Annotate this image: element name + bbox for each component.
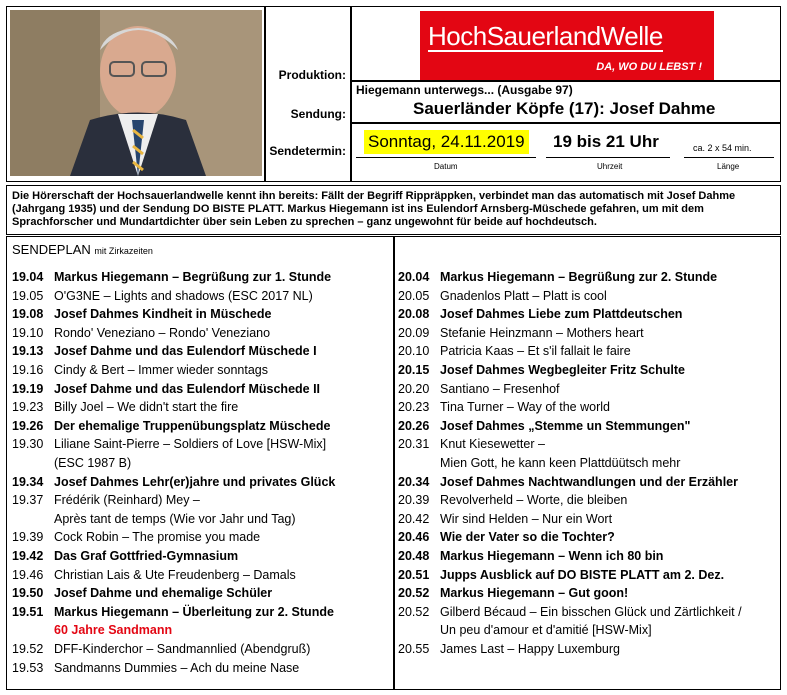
station-logo bbox=[420, 11, 714, 80]
schedule-time: 19.42 bbox=[12, 549, 44, 563]
sendung-subtitle: Hiegemann unterwegs... (Ausgabe 97) bbox=[356, 83, 573, 97]
schedule-item: Christian Lais & Ute Freudenberg – Damals bbox=[54, 567, 296, 582]
header-divider bbox=[350, 6, 352, 182]
schedule-item: Markus Hiegemann – Begrüßung zur 2. Stunde bbox=[440, 270, 718, 284]
schedule-row bbox=[12, 417, 330, 436]
schedule-time: 19.04 bbox=[12, 270, 44, 284]
schedule-item: James Last – Happy Luxemburg bbox=[440, 642, 620, 656]
schedule-time: 19.26 bbox=[12, 418, 44, 433]
schedule-time: 20.23 bbox=[398, 400, 430, 415]
schedule-item: Markus Hiegemann – Begrüßung zur 1. Stunde bbox=[54, 270, 332, 284]
schedule-time: 19.10 bbox=[12, 325, 44, 340]
schedule-row bbox=[398, 566, 724, 585]
schedule-item: 60 Jahre Sandmann bbox=[54, 623, 173, 638]
schedule-item: Cock Robin – The promise you made bbox=[54, 530, 261, 545]
schedule-row bbox=[12, 603, 334, 622]
schedule-row bbox=[398, 454, 680, 473]
schedule-row bbox=[12, 454, 131, 473]
schedule-time: 20.39 bbox=[398, 493, 430, 508]
schedule-item: Wie der Vater so die Tochter? bbox=[440, 530, 615, 545]
schedule-divider bbox=[393, 236, 395, 690]
schedule-item: Stefanie Heinzmann – Mothers heart bbox=[440, 325, 644, 340]
schedule-item: Markus Hiegemann – Überleitung zur 2. Stunde bbox=[54, 604, 334, 619]
schedule-item: O'G3NE – Lights and shadows (ESC 2017 NL) bbox=[54, 288, 313, 303]
schedule-row bbox=[12, 287, 313, 306]
schedule-item: Cindy & Bert – Immer wieder sonntags bbox=[54, 363, 268, 377]
schedule-time: 19.37 bbox=[12, 493, 44, 508]
schedule-time: 19.53 bbox=[12, 660, 44, 675]
schedule-time: 19.34 bbox=[12, 474, 44, 489]
schedule-row bbox=[398, 380, 560, 399]
schedule-item: Der ehemalige Truppenübungsplatz Müschede bbox=[54, 418, 331, 433]
schedule-row bbox=[398, 435, 545, 454]
schedule-time: 20.48 bbox=[398, 549, 430, 563]
schedule-row bbox=[398, 547, 663, 566]
schedule-item: (ESC 1987 B) bbox=[54, 456, 132, 470]
production-label: Produktion: bbox=[278, 68, 346, 82]
schedule-item: Josef Dahmes Lehr(er)jahre und privates Glück bbox=[54, 474, 336, 489]
schedule-time: 19.51 bbox=[12, 604, 44, 619]
sendetermin-label: Sendetermin: bbox=[269, 144, 346, 158]
schedule-row bbox=[398, 640, 620, 659]
schedule-time: 19.05 bbox=[12, 288, 44, 303]
schedule-row bbox=[398, 268, 717, 287]
schedule-item: Markus Hiegemann – Wenn ich 80 bin bbox=[440, 549, 664, 563]
schedule-row bbox=[12, 473, 335, 492]
schedule-item: Un peu d'amour et d'amitié [HSW-Mix] bbox=[440, 623, 652, 638]
schedule-item: Josef Dahmes Nachtwandlungen und der Erzähler bbox=[440, 474, 738, 489]
time-caption: Uhrzeit bbox=[597, 162, 623, 171]
schedule-time: 20.34 bbox=[398, 474, 430, 489]
schedule-time: 20.05 bbox=[398, 288, 430, 303]
schedule-row bbox=[12, 566, 296, 585]
date-caption: Datum bbox=[434, 162, 458, 171]
schedule-item: Markus Hiegemann – Gut goon! bbox=[440, 586, 629, 601]
schedule-item: Josef Dahme und das Eulendorf Müschede II bbox=[54, 381, 321, 396]
schedule-row bbox=[398, 510, 612, 529]
schedule-row bbox=[398, 398, 610, 417]
schedule-item: Revolverheld – Worte, die bleiben bbox=[440, 493, 628, 508]
length-caption: Länge bbox=[717, 162, 740, 171]
schedule-item: Après tant de temps (Wie vor Jahr und Tag) bbox=[54, 511, 296, 526]
schedule-time: 20.15 bbox=[398, 363, 430, 377]
sendung-title: Sauerländer Köpfe (17): Josef Dahme bbox=[413, 99, 716, 118]
schedule-row bbox=[12, 305, 271, 324]
schedule-row bbox=[398, 584, 628, 603]
header-divider bbox=[350, 122, 781, 124]
schedule-item: Frédérik (Reinhard) Mey – bbox=[54, 493, 200, 508]
schedule-time: 20.42 bbox=[398, 511, 430, 526]
schedule-row bbox=[12, 640, 310, 659]
schedule-item: Knut Kiesewetter – bbox=[440, 437, 545, 452]
schedule-time: 20.51 bbox=[398, 567, 430, 582]
underline bbox=[684, 157, 774, 158]
schedule-item: Santiano – Fresenhof bbox=[440, 381, 560, 396]
schedule-row bbox=[12, 268, 331, 287]
schedule-time: 19.19 bbox=[12, 381, 44, 396]
schedule-time: 19.50 bbox=[12, 586, 44, 601]
schedule-time: 20.08 bbox=[398, 307, 430, 322]
broadcast-length: ca. 2 x 54 min. bbox=[693, 143, 752, 153]
schedule-row bbox=[12, 380, 320, 399]
schedule-item: Josef Dahmes „Stemme un Stemmungen" bbox=[440, 418, 691, 433]
schedule-row bbox=[398, 621, 652, 640]
schedule-time: 20.09 bbox=[398, 325, 430, 340]
schedule-row bbox=[12, 584, 272, 603]
schedule-item: Josef Dahme und ehemalige Schüler bbox=[54, 586, 273, 601]
schedule-item: Rondo' Veneziano – Rondo' Veneziano bbox=[54, 325, 271, 340]
schedule-heading-note: mit Zirkazeiten bbox=[94, 246, 153, 256]
schedule-row bbox=[398, 528, 615, 547]
schedule-time: 19.52 bbox=[12, 642, 44, 656]
schedule-row bbox=[12, 621, 172, 640]
schedule-item: Josef Dahmes Liebe zum Plattdeutschen bbox=[440, 307, 683, 322]
schedule-item: Sandmanns Dummies – Ach du meine Nase bbox=[54, 660, 300, 675]
schedule-time: 19.39 bbox=[12, 530, 44, 545]
schedule-item: Josef Dahmes Wegbegleiter Fritz Schulte bbox=[440, 363, 685, 377]
schedule-time: 20.10 bbox=[398, 344, 430, 359]
schedule-time: 19.16 bbox=[12, 363, 44, 377]
schedule-row bbox=[398, 603, 742, 622]
schedule-item: Josef Dahme und das Eulendorf Müschede I bbox=[54, 344, 317, 359]
logo-title: HochSauerlandWelle bbox=[428, 21, 663, 51]
schedule-row bbox=[398, 473, 738, 492]
schedule-time: 20.31 bbox=[398, 437, 430, 452]
schedule-item: Liliane Saint-Pierre – Soldiers of Love [HSW-Mix] bbox=[54, 437, 327, 452]
schedule-time: 20.52 bbox=[398, 586, 430, 601]
schedule-row bbox=[398, 342, 631, 361]
schedule-time: 20.20 bbox=[398, 381, 430, 396]
schedule-row bbox=[12, 361, 268, 380]
schedule-row bbox=[12, 324, 270, 343]
schedule-item: Patricia Kaas – Et s'il fallait le faire bbox=[440, 344, 631, 359]
intro-text: Die Hörerschaft der Hochsauerlandwelle kennt ihn bereits: Fällt der Begriff Rippräppken, verbindet man das automatisch mit Josef Dahme (Jahrgang 1935) und der Sendung DO BISTE PLATT. Markus Hiegemann ist ins Eulendorf Arnsberg-Müschede gefahren, um mit dem Sprachforscher und Mundartdichter über sein Leben zu sprechen – ganz ungewohnt für beide auf hochdeutsch. bbox=[12, 190, 736, 228]
schedule-heading-title: SENDEPLAN bbox=[12, 242, 91, 257]
schedule-item: Wir sind Helden – Nur ein Wort bbox=[440, 511, 613, 526]
schedule-row bbox=[398, 361, 685, 380]
schedule-time: 20.52 bbox=[398, 604, 430, 619]
schedule-item: Gilberd Bécaud – Ein bisschen Glück und Zärtlichkeit / bbox=[440, 604, 742, 619]
schedule-row bbox=[398, 491, 627, 510]
schedule-item: Josef Dahmes Kindheit in Müschede bbox=[54, 307, 272, 322]
schedule-heading bbox=[12, 242, 153, 257]
schedule-row bbox=[398, 287, 607, 306]
schedule-item: Gnadenlos Platt – Platt is cool bbox=[440, 288, 607, 303]
schedule-item: Mien Gott, he kann keen Plattdüütsch mehr bbox=[440, 456, 681, 470]
schedule-item: DFF-Kinderchor – Sandmannlied (Abendgruß) bbox=[54, 642, 311, 656]
schedule-row bbox=[12, 528, 260, 547]
schedule-row bbox=[12, 659, 299, 678]
schedule-row bbox=[12, 398, 238, 417]
schedule-time: 19.23 bbox=[12, 400, 44, 415]
schedule-row bbox=[12, 435, 326, 454]
schedule-row bbox=[12, 342, 317, 361]
schedule-row bbox=[398, 417, 690, 436]
schedule-time: 19.30 bbox=[12, 437, 44, 452]
underline bbox=[546, 157, 670, 158]
schedule-time: 19.13 bbox=[12, 344, 44, 359]
schedule-time: 19.46 bbox=[12, 567, 44, 582]
schedule-row bbox=[12, 510, 296, 529]
schedule-row bbox=[12, 547, 238, 566]
schedule-item: Billy Joel – We didn't start the fire bbox=[54, 400, 239, 415]
schedule-time: 20.26 bbox=[398, 418, 430, 433]
sendung-label: Sendung: bbox=[290, 107, 346, 121]
schedule-time: 20.04 bbox=[398, 270, 430, 284]
broadcast-date: Sonntag, 24.11.2019 bbox=[364, 130, 529, 154]
schedule-time: 20.46 bbox=[398, 530, 430, 545]
schedule-item: Das Graf Gottfried-Gymnasium bbox=[54, 549, 239, 563]
schedule-item: Tina Turner – Way of the world bbox=[440, 400, 610, 415]
logo-slogan: DA, WO DU LEBST ! bbox=[596, 61, 702, 73]
portrait-photo bbox=[10, 10, 262, 176]
schedule-item: Jupps Ausblick auf DO BISTE PLATT am 2. Dez. bbox=[440, 567, 725, 582]
schedule-row bbox=[398, 324, 644, 343]
schedule-row bbox=[398, 305, 682, 324]
schedule-row bbox=[12, 491, 200, 510]
header-divider bbox=[350, 80, 781, 82]
schedule-time: 19.08 bbox=[12, 307, 44, 322]
broadcast-time: 19 bis 21 Uhr bbox=[553, 132, 659, 151]
schedule-time: 20.55 bbox=[398, 642, 430, 656]
underline bbox=[356, 157, 536, 158]
